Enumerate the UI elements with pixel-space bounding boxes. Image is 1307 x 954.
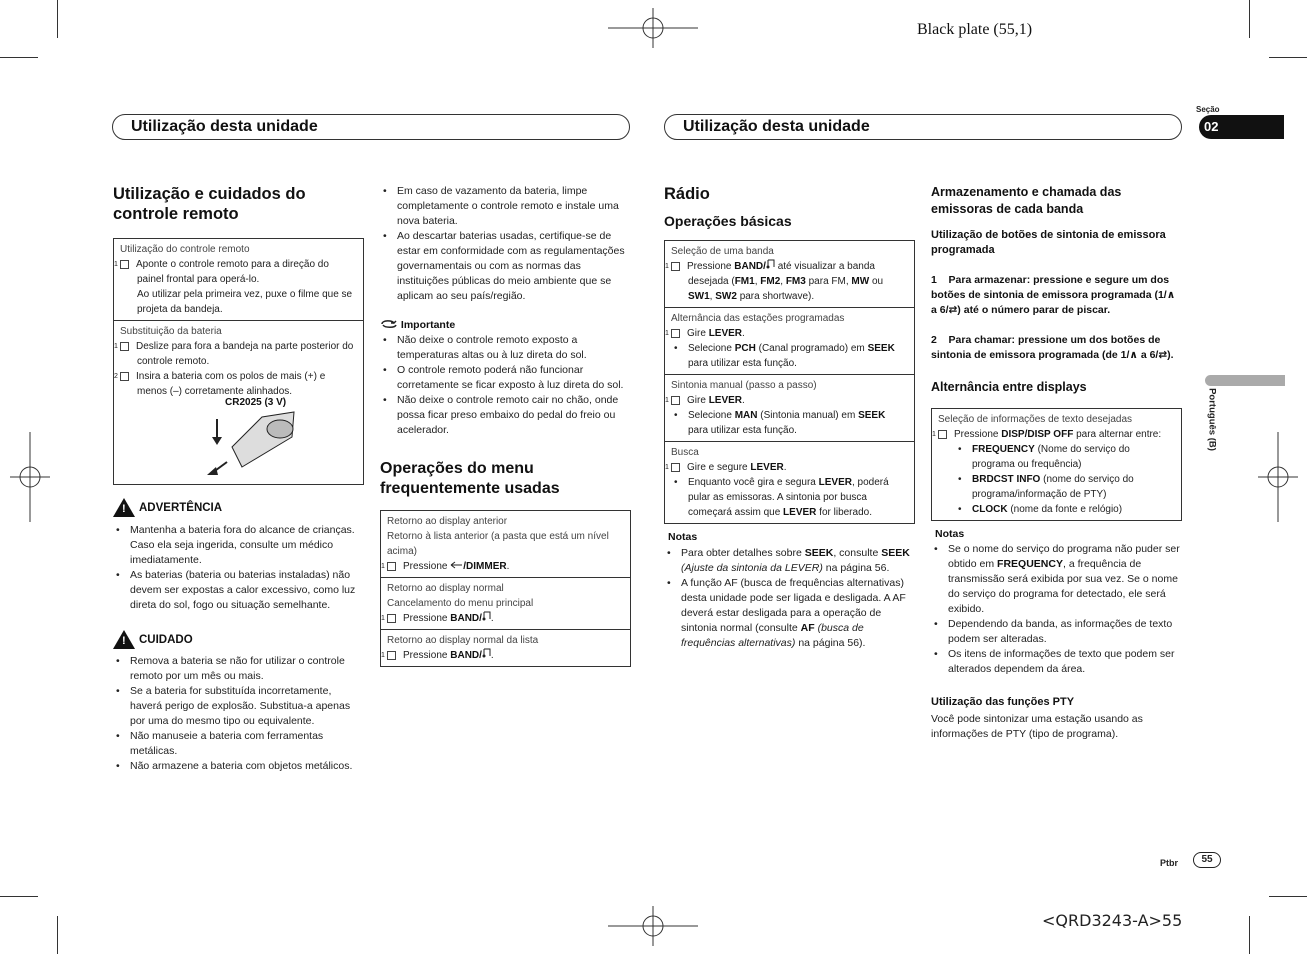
box-caption: Seleção de uma banda [671, 246, 774, 257]
column-2 [380, 184, 631, 667]
store-step: 1 Para armazenar: pressione e segure um dos botões de sintonia de emissora programada (1/∧ a 6/⇄) até o número parar de piscar. [931, 274, 1179, 316]
box-caption: Retorno ao display normal da lista [387, 635, 539, 646]
crop-mark [0, 896, 38, 897]
radio-title: Rádio [664, 185, 710, 203]
battery-section [114, 320, 363, 484]
preset-section [665, 307, 914, 374]
step: 1 Pressione DISP/DISP OFF para alternar entre: [932, 429, 1162, 440]
step: 1 Gire LEVER. [665, 328, 745, 339]
list-item: • O controle remoto poderá não funcionar corretamente se ficar exposto à luz direta do sol. [380, 363, 631, 393]
list-item: • FREQUENCY (Nome do serviço do programa ou frequência) [955, 442, 1175, 472]
crop-mark [0, 57, 38, 58]
list-item: • Não deixe o controle remoto cair no chão, onde possa ficar preso embaixo do pedal do freio ou acelerador. [380, 393, 631, 438]
basic-ops-title: Operações básicas [664, 213, 792, 229]
recall-step: 2 Para chamar: pressione um dos botões de sintonia de emissora programada (de 1/∧ a 6/⇄). [931, 334, 1174, 361]
notes-title: Notas [935, 528, 965, 540]
box-caption: Sintonia manual (passo a passo) [671, 380, 817, 391]
display-box [931, 408, 1182, 521]
box-caption: Retorno ao display anterior [387, 516, 508, 527]
column-4 [931, 184, 1182, 742]
step-note: Ao utilizar pela primeira vez, puxe o filme que se projeta da bandeja. [137, 289, 353, 315]
pty-text: Você pode sintonizar uma estação usando as informações de PTY (tipo de programa). [931, 713, 1143, 740]
radio-box [664, 240, 915, 524]
caution-title: CUIDADO [139, 633, 193, 646]
list-item: • Os itens de informações de texto que podem ser alterados dependem da área. [931, 647, 1182, 677]
warning-list [113, 523, 364, 613]
footer-lang: Ptbr [1160, 858, 1178, 868]
warning-icon: ! [113, 498, 135, 517]
list-item: • Ao descartar baterias usadas, certifique-se de estar em conformidade com as regulamentações governamentais ou com as normas das instituições públicas do meio ambiente que se aplicam ao seu país/região. [380, 229, 631, 304]
box-caption: Retorno ao display normal [387, 583, 504, 594]
remote-title: Utilização e cuidados do controle remoto [113, 185, 306, 223]
back-icon [450, 561, 463, 569]
notes-title: Notas [668, 531, 698, 543]
remote-use-section [114, 239, 363, 320]
warning-heading [113, 498, 222, 517]
step: 1 Deslize para fora a bandeja na parte posterior do controle remoto. [114, 341, 354, 367]
column-1 [113, 184, 364, 774]
battery-illustration [120, 399, 357, 481]
registration-mark-right [1258, 432, 1298, 522]
step: 2 Insira a bateria com os polos de mais (+) e menos (–) corretamente alinhados. [114, 371, 326, 397]
list-item: • BRDCST INFO (nome do serviço do programa/informação de PTY) [955, 472, 1175, 502]
seek-section [665, 441, 914, 523]
step: 1 Gire e segure LEVER. [665, 462, 787, 473]
manual-tuning-section [665, 374, 914, 441]
registration-mark-left [10, 432, 50, 522]
remote-box [113, 238, 364, 485]
box-caption: Busca [671, 447, 699, 458]
crop-mark [1249, 0, 1250, 38]
band-section [665, 241, 914, 307]
list-item: • Para obter detalhes sobre SEEK, consulte SEEK (Ajuste da sintonia da LEVER) na página 56. [664, 546, 915, 576]
display-title: Alternância entre displays [931, 380, 1087, 394]
section-number-tab [1199, 115, 1284, 139]
step: 1 Gire LEVER. [665, 395, 745, 406]
column-3 [664, 184, 915, 651]
box-caption: Retorno à lista anterior (a pasta que está um nível acima) [387, 531, 609, 557]
section-number: 02 [1204, 119, 1219, 134]
list-item: • A função AF (busca de frequências alternativas) desta unidade pode ser ligada e desligada. A AF deverá estar desligada para a operação de sintonia normal (consulte AF (busca de frequências alternativas) na página 56). [664, 576, 915, 651]
section-label: Seção [1196, 105, 1220, 114]
document-code: <QRD3243-A>55 [1042, 911, 1183, 930]
crop-mark [1269, 57, 1307, 58]
page-number: 55 [1193, 852, 1221, 868]
battery-label: CR2025 (3 V) [225, 397, 287, 408]
warning-title: ADVERTÊNCIA [139, 501, 223, 514]
important-title: Importante [400, 319, 456, 331]
box-caption: Seleção de informações de texto desejadas [938, 414, 1133, 425]
list-item: • Selecione MAN (Sintonia manual) em SEEK para utilizar esta função. [671, 408, 908, 438]
registration-mark-bottom [608, 906, 698, 946]
plate-label: Black plate (55,1) [917, 21, 1033, 38]
display-section [932, 409, 1181, 520]
list-item: • As baterias (bateria ou baterias instaladas) não devem ser expostas a calor excessivo, como luz direta do sol, fogo ou situação semelhante. [113, 568, 364, 613]
list-item: • Selecione PCH (Canal programado) em SEEK para utilizar esta função. [671, 341, 908, 371]
menu-section-3 [381, 629, 630, 666]
box-caption: Utilização do controle remoto [120, 244, 250, 255]
preset-buttons-title: Utilização de botões de sintonia de emissora programada [931, 229, 1166, 256]
crop-mark [57, 916, 58, 954]
list-item: • Remova a bateria se não for utilizar o controle remoto por um mês ou mais. [113, 654, 364, 684]
music-note-icon [482, 648, 491, 658]
crop-mark [1269, 896, 1307, 897]
storage-title: Armazenamento e chamada das emissoras de cada banda [931, 185, 1122, 216]
music-note-icon [766, 259, 775, 269]
important-icon [380, 319, 398, 329]
menu-title: Operações do menu frequentemente usadas [380, 460, 560, 497]
list-item: • Enquanto você gira e segura LEVER, poderá pular as emissoras. A sintonia por busca começará assim que LEVER for liberado. [671, 475, 908, 520]
pty-title: Utilização das funções PTY [931, 696, 1075, 708]
list-item: • Não manuseie a bateria com ferramentas metálicas. [113, 729, 364, 759]
step: 1 Pressione BAND/ até visualizar a banda desejada (FM1, FM2, FM3 para FM, MW ou SW1, SW2 para shortwave). [665, 261, 884, 302]
list-item: • Em caso de vazamento da bateria, limpe completamente o controle remoto e instale uma nova bateria. [380, 184, 631, 229]
box-caption: Substituição da bateria [120, 326, 222, 337]
music-note-icon [482, 611, 491, 621]
list-item: • Dependendo da banda, as informações de texto podem ser alteradas. [931, 617, 1182, 647]
registration-mark-top [608, 8, 698, 48]
step: 1 Pressione /DIMMER. [381, 561, 510, 572]
list-item: • Se o nome do serviço do programa não puder ser obtido em FREQUENCY, a frequência de transmissão será exibida por sua vez. Se o nome do serviço do programa for detectado, ele será exibido. [931, 542, 1182, 617]
crop-mark [1249, 916, 1250, 954]
caution-heading [113, 630, 193, 649]
important-heading [380, 318, 631, 333]
caution-list [113, 654, 364, 774]
caution-icon: ! [113, 630, 135, 649]
list-item: • CLOCK (nome da fonte e relógio) [955, 502, 1175, 517]
list-item: • Se a bateria for substituída incorretamente, haverá perigo de explosão. Substitua-a apenas por uma do mesmo tipo ou equivalente. [113, 684, 364, 729]
battery-insert-icon [202, 407, 302, 477]
step: 1 Aponte o controle remoto para a direção do painel frontal para operá-lo. [114, 259, 329, 285]
menu-section-1 [381, 511, 630, 577]
list-item: • Mantenha a bateria fora do alcance de crianças. Caso ela seja ingerida, consulte um médico imediatamente. [113, 523, 364, 568]
list-item: • Não deixe o controle remoto exposto a temperaturas altas ou à luz direta do sol. [380, 333, 631, 363]
step: 1 Pressione BAND/ . [381, 650, 494, 661]
menu-section-2 [381, 577, 630, 629]
right-section-header: Utilização desta unidade [664, 114, 1182, 140]
menu-box [380, 510, 631, 667]
list-item: • Não armazene a bateria com objetos metálicos. [113, 759, 364, 774]
left-section-header: Utilização desta unidade [112, 114, 630, 140]
box-caption: Alternância das estações programadas [671, 313, 845, 324]
box-caption: Cancelamento do menu principal [387, 598, 534, 609]
step: 1 Pressione BAND/ . [381, 613, 494, 624]
crop-mark [57, 0, 58, 38]
side-language: Português (B) [1206, 388, 1218, 451]
